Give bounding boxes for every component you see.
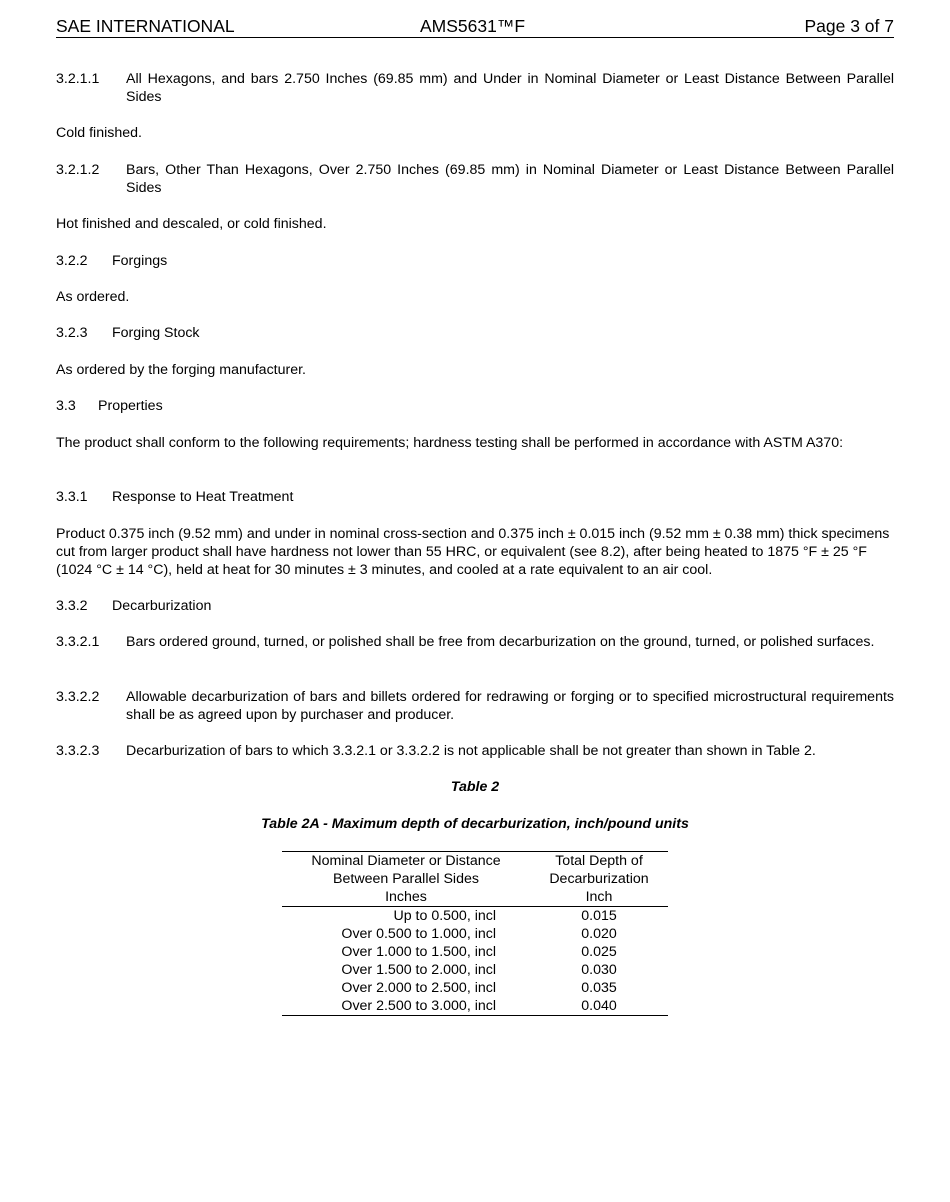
table-subtitle: Table 2A - Maximum depth of decarburization, inch/pound units (261, 816, 689, 832)
table-title: Table 2 (450, 779, 500, 795)
section-3-2-1-2-body: Hot finished and descaled, or cold finished. (56, 216, 327, 232)
section-number: 3.3.1 (56, 489, 88, 505)
cell-range: Over 2.500 to 3.000, incl (341, 998, 496, 1014)
section-3-3-2 (56, 597, 894, 615)
section-number: 3.3 (56, 398, 76, 414)
decarburization-table (282, 851, 668, 1016)
header-line: Total Depth of (555, 853, 643, 869)
section-3-2-1-1-body: Cold finished. (56, 125, 142, 141)
section-title: All Hexagons, and bars 2.750 Inches (69.85 mm) and Under in Nominal Diameter or Least Distance Between Parallel Sides (126, 71, 894, 105)
column-header-total-depth (530, 852, 668, 907)
header-org: SAE INTERNATIONAL (56, 16, 235, 36)
cell-range: Up to 0.500, incl (393, 908, 496, 924)
cell-depth: 0.025 (581, 944, 617, 960)
header-line: Inch (585, 889, 613, 905)
table-row (282, 979, 668, 997)
section-title: Forgings (112, 253, 168, 269)
section-number: 3.2.1.1 (56, 71, 100, 87)
table-row (282, 943, 668, 961)
cell-depth: 0.015 (581, 908, 617, 924)
header-line: Inches (385, 889, 427, 905)
section-3-3-2-2 (56, 688, 894, 724)
cell-range: Over 2.000 to 2.500, incl (341, 980, 496, 996)
cell-range: Over 1.000 to 1.500, incl (341, 944, 496, 960)
section-3-2-1-1 (56, 70, 894, 106)
section-title: Response to Heat Treatment (112, 489, 294, 505)
section-title: Bars, Other Than Hexagons, Over 2.750 Inches (69.85 mm) in Nominal Diameter or Least Distance Between Parallel Sides (126, 162, 894, 196)
section-text: Bars ordered ground, turned, or polished shall be free from decarburization on the ground, turned, or polished surfaces. (126, 634, 875, 650)
table-row (282, 907, 668, 926)
section-3-3 (56, 397, 894, 415)
section-number: 3.3.2 (56, 598, 88, 614)
section-3-3-1 (56, 488, 894, 506)
cell-range: Over 1.500 to 2.000, incl (341, 962, 496, 978)
section-title: Forging Stock (112, 325, 200, 341)
table-header-row (282, 852, 668, 907)
header-line: Nominal Diameter or Distance (311, 853, 501, 869)
section-number: 3.3.2.3 (56, 743, 100, 759)
section-3-3-2-3 (56, 742, 894, 760)
section-number: 3.3.2.1 (56, 634, 100, 650)
section-3-3-1-body: Product 0.375 inch (9.52 mm) and under in nominal cross-section and 0.375 inch ± 0.015 inch (9.52 mm ± 0.38 mm) thick specimens cut from larger product shall have hardness not lower than 55 HRC, or equivalent (see 8.2), after being heated to 1875 °F ± 25 °F (1024 °C ± 14 °C), held at heat for 30 minutes ± 3 minutes, and cooled at a rate equivalent to an air cool. (56, 526, 890, 578)
header-line: Decarburization (549, 871, 649, 887)
section-text: Allowable decarburization of bars and billets ordered for redrawing or forging or to specified microstructural requirements shall be as agreed upon by purchaser and producer. (126, 689, 894, 723)
section-number: 3.3.2.2 (56, 689, 100, 705)
section-3-2-2 (56, 252, 894, 270)
cell-range: Over 0.500 to 1.000, incl (341, 926, 496, 942)
cell-depth: 0.020 (581, 926, 617, 942)
header-line: Between Parallel Sides (333, 871, 479, 887)
cell-depth: 0.035 (581, 980, 617, 996)
section-number: 3.2.3 (56, 325, 88, 341)
page-header (56, 16, 894, 38)
page (56, 16, 894, 38)
table-row (282, 997, 668, 1016)
section-3-2-1-2 (56, 161, 894, 197)
cell-depth: 0.030 (581, 962, 617, 978)
section-3-2-3-body: As ordered by the forging manufacturer. (56, 362, 306, 378)
section-title: Properties (98, 398, 163, 414)
section-number: 3.2.1.2 (56, 162, 100, 178)
column-header-nominal-diameter (282, 852, 530, 907)
section-3-2-3 (56, 324, 894, 342)
cell-depth: 0.040 (581, 998, 617, 1014)
table-row (282, 961, 668, 979)
table-row (282, 925, 668, 943)
section-text: Decarburization of bars to which 3.3.2.1 or 3.3.2.2 is not applicable shall be not greater than shown in Table 2. (126, 743, 816, 759)
header-page-number: Page 3 of 7 (804, 16, 894, 36)
section-3-3-2-1 (56, 633, 894, 651)
header-doc-number: AMS5631™F (420, 16, 526, 36)
section-3-2-2-body: As ordered. (56, 289, 130, 305)
section-3-3-body: The product shall conform to the following requirements; hardness testing shall be performed in accordance with ASTM A370: (56, 435, 844, 451)
section-title: Decarburization (112, 598, 212, 614)
section-number: 3.2.2 (56, 253, 88, 269)
